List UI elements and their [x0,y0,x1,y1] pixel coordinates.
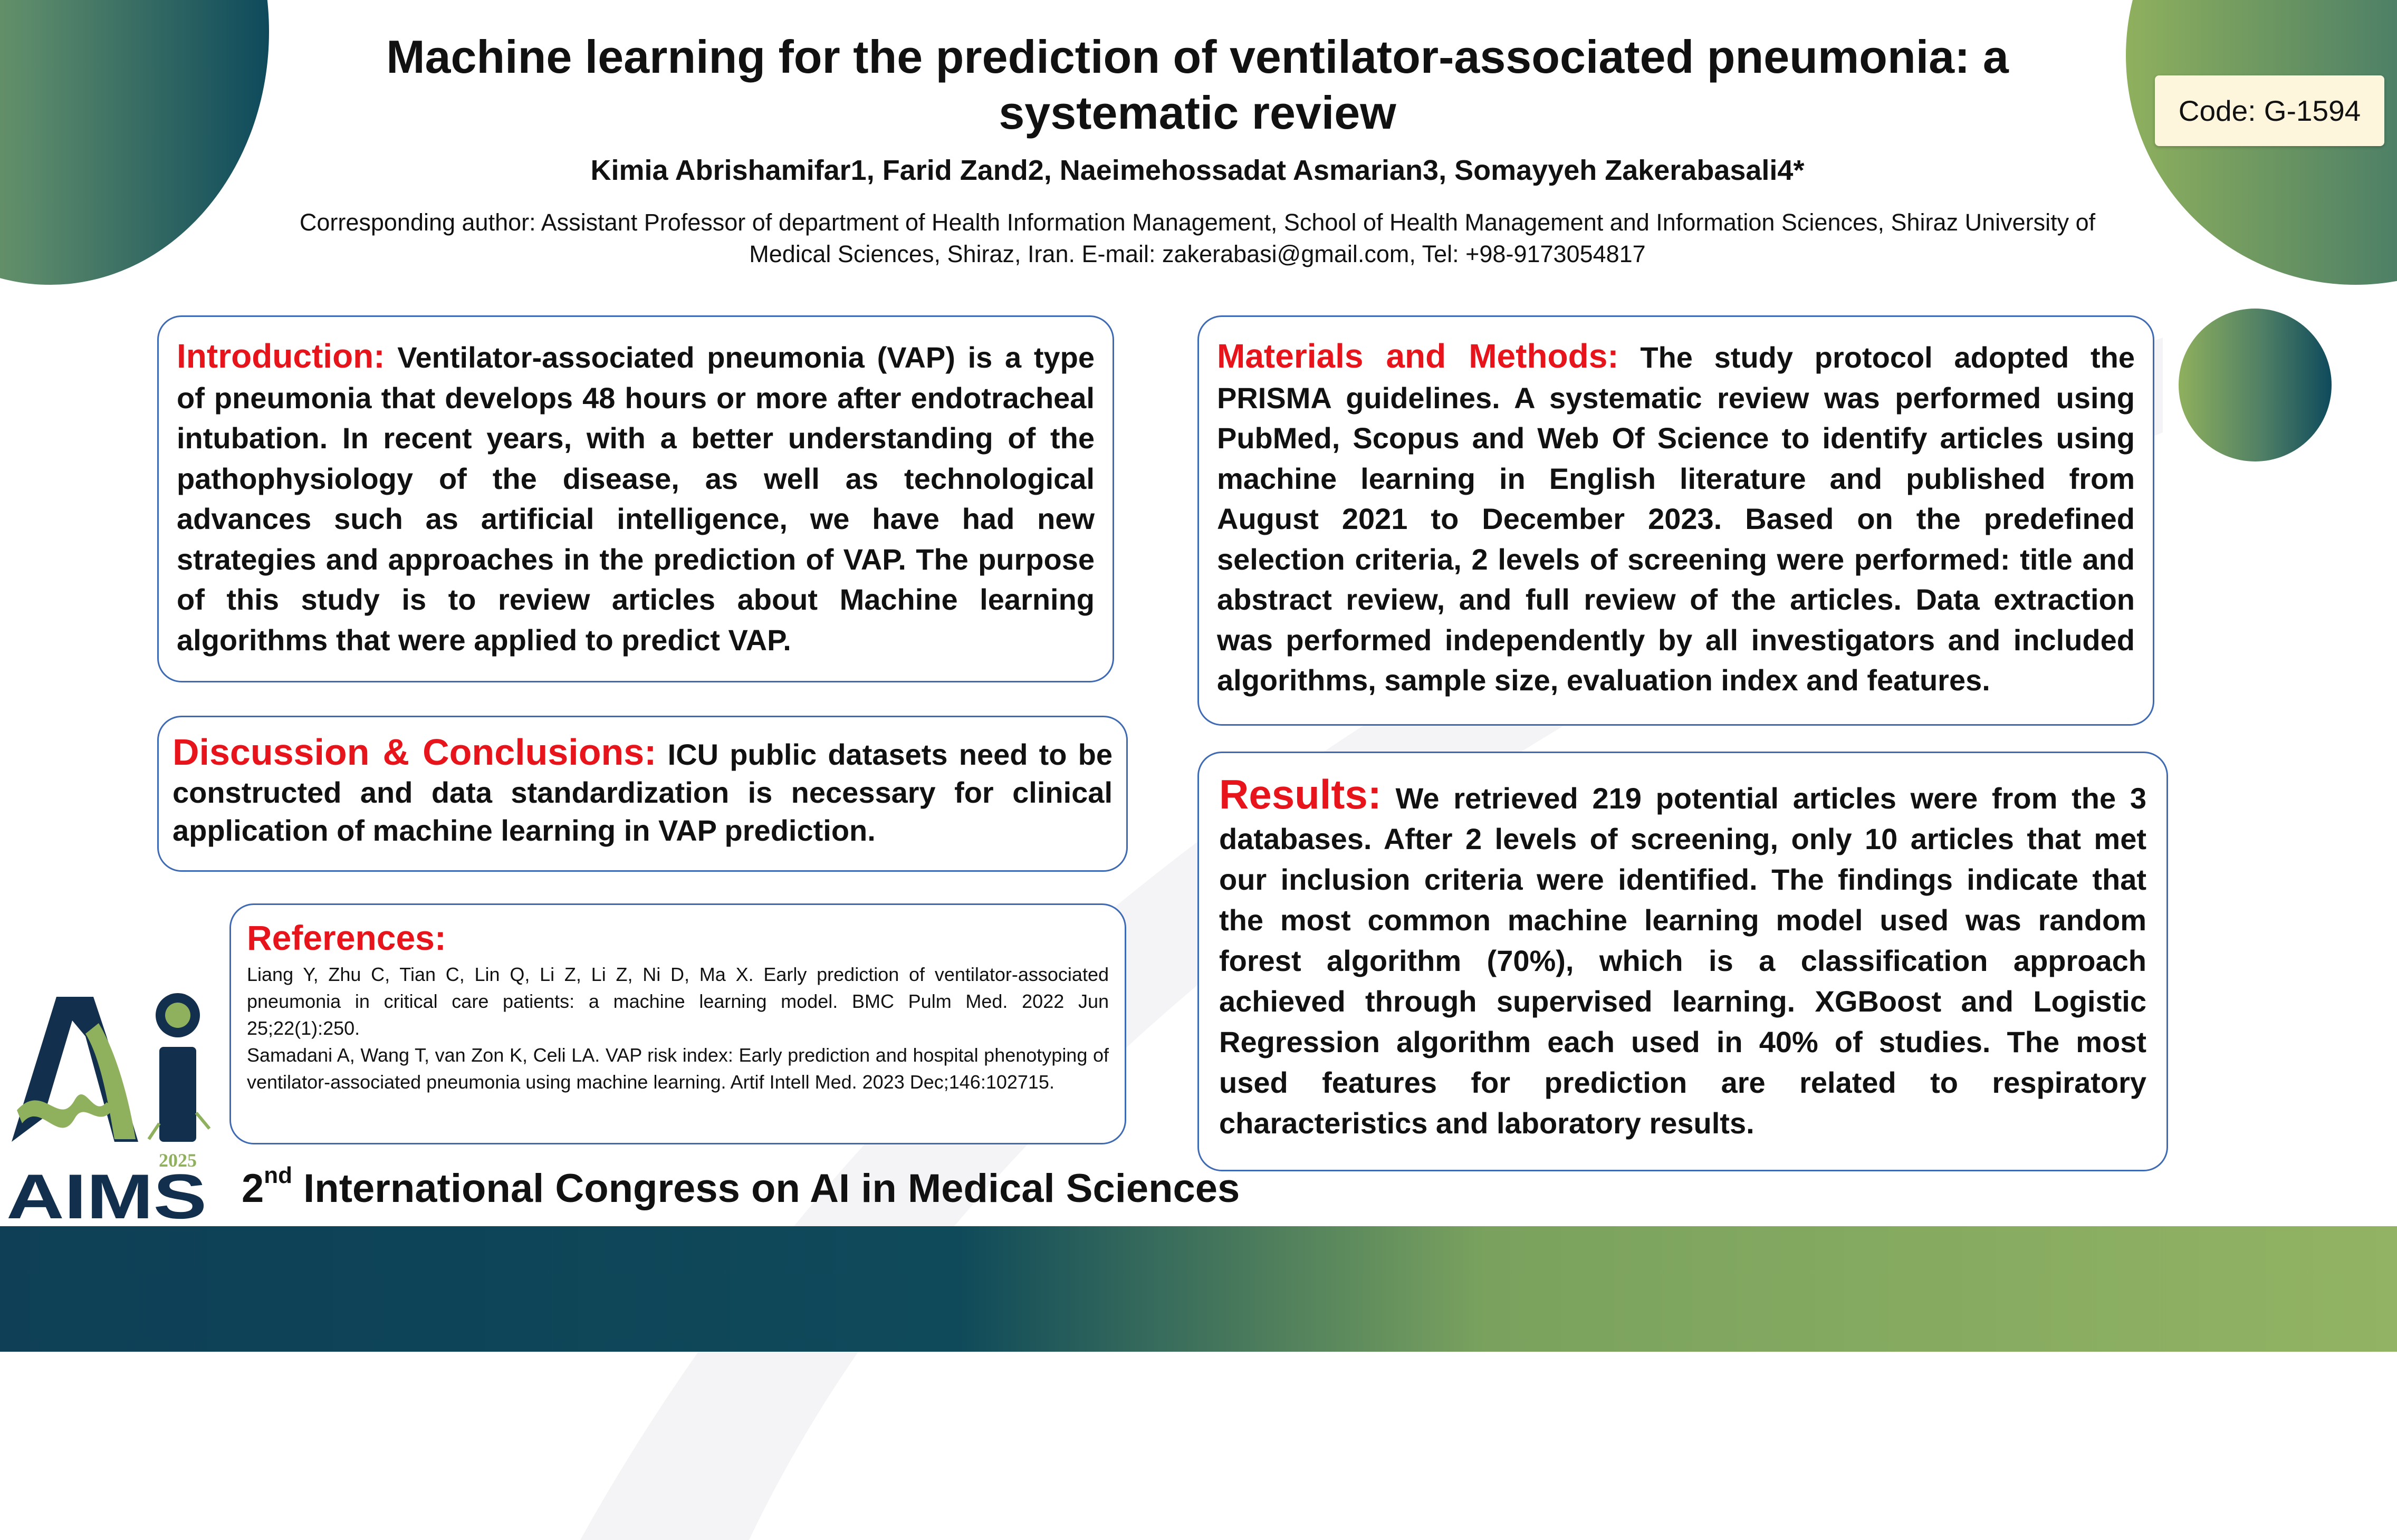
results-box [1197,752,2168,1171]
reference-item: Samadani A, Wang T, van Zon K, Celi LA. VAP risk index: Early prediction and hospital phenotyping of ventilator-associated pneumonia using machine learning. Artif Intell Med. 2023 Dec;146:102715. [247,1044,1109,1093]
poster-title: Machine learning for the prediction of ventilator-associated pneumonia: a systematic review [386,31,2009,139]
congress-text: International Congress on AI in Medical Sciences [292,1166,1240,1211]
congress-ordinal-suffix: nd [264,1162,293,1188]
decorative-circle-small-right [2179,309,2332,461]
logo-year: 2025 [159,1150,197,1171]
discussion-box [157,716,1128,872]
congress-name [242,1162,1240,1211]
aims-logo [6,986,217,1224]
discussion-paragraph [172,733,1113,850]
discussion-text: ICU public datasets need to be constructed and data standardization is necessary for clinical application of machine learning in VAP prediction. [172,738,1113,847]
results-text: We retrieved 219 potential articles were from the 3 databases. After 2 levels of screening, only 10 articles that met our inclusion criteria were identified. The findings indicate that the most common machine learning model used was random forest algorithm (70%), which is a classification approach achieved through supervised learning. XGBoost and Logistic Regression algorithm each used in 40% of studies. The most used features for prediction are related to respiratory characteristics and laboratory results. [1219,782,2146,1140]
reference-item: Liang Y, Zhu C, Tian C, Lin Q, Li Z, Li Z, Ni D, Ma X. Early prediction of ventilator-associated pneumonia in critical care patients: a machine learning model. BMC Pulm Med. 2022 Jun 25;22(1):250. [247,964,1109,1039]
poster-code-badge: Code: G-1594 [2155,75,2384,146]
congress-number: 2 [242,1166,264,1211]
decorative-circle-top-left [0,0,269,285]
corresponding-author: Corresponding author: Assistant Professor of department of Health Information Management, School of Health Management and Information Sciences, Shiraz University of Medical Sciences, Shiraz, Iran. E-mail: zakerabasi@gmail.com, Tel: +98-9173054817 [299,209,2096,267]
results-paragraph [1219,771,2146,1143]
discussion-heading: Discussion & Conclusions: [172,732,657,773]
introduction-heading: Introduction: [177,337,385,375]
introduction-paragraph [177,336,1095,660]
footer-band [0,1226,2397,1352]
introduction-box [157,315,1114,682]
introduction-text: Ventilator-associated pneumonia (VAP) is a type of pneumonia that develops 48 hours or more after endotracheal intubation. In recent years, with a better understanding of the pathophysiology of the disease, as well as technological advances such as artificial intelligence, we have had new strategies and approaches in the prediction of VAP. The purpose of this study is to review articles about Machine learning algorithms that were applied to predict VAP. [177,341,1095,657]
results-heading: Results: [1219,771,1382,817]
methods-box [1197,315,2154,726]
references-heading-line [247,918,1109,958]
author-list: Kimia Abrishamifar1, Farid Zand2, Naeimehossadat Asmarian3, Somayyeh Zakerabasali4* [590,155,1805,186]
methods-paragraph [1217,336,2135,701]
methods-text: The study protocol adopted the PRISMA guidelines. A systematic review was performed using PubMed, Scopus and Web Of Science to identify articles using machine learning in English literature and published from August 2021 to December 2023. Based on the predefined selection criteria, 2 levels of screening were performed: title and abstract review, and full review of the articles. Data extraction was performed independently by all investigators and included algorithms, sample size, evaluation index and features. [1217,341,2135,697]
methods-heading: Materials and Methods: [1217,337,1619,375]
logo-name: AIMS [6,1161,207,1224]
references-heading: References: [247,918,446,957]
references-box [229,903,1126,1144]
